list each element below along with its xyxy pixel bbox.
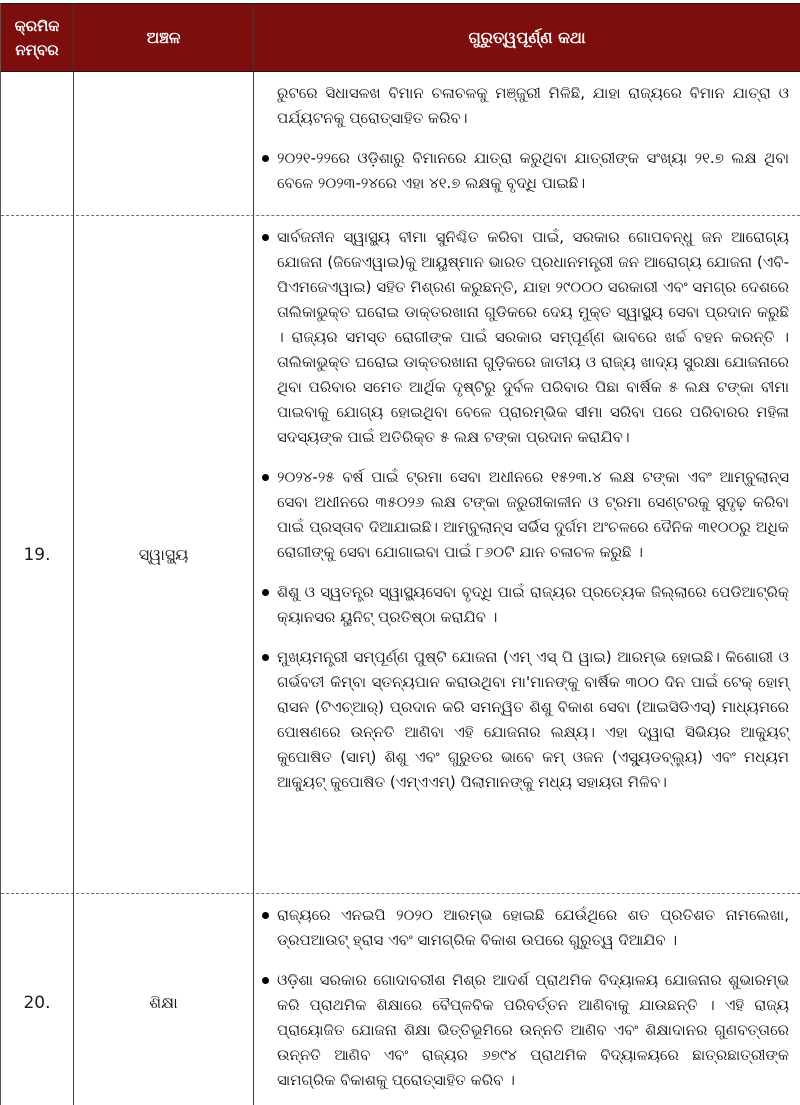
- points-cell: [254, 216, 800, 893]
- serial-cell: 20.: [1, 894, 74, 1105]
- list-item: [254, 968, 789, 1093]
- sector-cell: [74, 72, 254, 215]
- list-item: [254, 465, 789, 565]
- bullet-icon: [262, 234, 269, 241]
- serial-cell: [1, 72, 74, 215]
- list-item: [254, 903, 789, 953]
- bullet-icon: [262, 977, 269, 984]
- point-text: ୨୦୨୪-୨୫ ବର୍ଷ ପାଇଁ ଟ୍ରମା ସେବା ଅଧୀନରେ ୧୫୨୩.୪ ଲକ୍ଷ ଟଙ୍କା ଏବଂ ଆମ୍ବୁଲାନ୍ସ ସେବା ଅଧୀନରେ ୩୫୦୨୬ ଲକ୍ଷ ଟଙ୍କା ଜରୁରୀକାଳୀନ ଓ ଟ୍ରମା ସେଣ୍ଟରକୁ ସୁଦୃଢ଼ କରିବା ପାଇଁ ପ୍ରସ୍ତାବ ଦିଆଯାଇଛି। ଆମ୍ବୁଲାନ୍ସ ସର୍ଭିସ ଦୁର୍ଗମ ଅଂଚଳରେ ଦୈନିକ ୩୧୦୦ରୁ ଅଧିକ ରୋଗୀଙ୍କୁ ସେବା ଯୋଗାଇବା ପାଇଁ ୮୬୦ଟି ଯାନ ଚଳାଚଳ କରୁଛି ।: [277, 468, 789, 561]
- bullet-icon: [262, 90, 269, 97]
- table-row-20-education: [1, 894, 800, 1105]
- points-cell: [254, 894, 800, 1105]
- header-key-points: ଗୁରୁତ୍ୱପୂର୍ଣ୍ଣ କଥା: [468, 27, 586, 47]
- point-text: ଶିଶୁ ଓ ସ୍ୱତନ୍ତ୍ର ସ୍ୱାସ୍ଥ୍ୟସେବା ବୃଦ୍ଧି ପାଇଁ ରାଜ୍ୟର ପ୍ରତ୍ୟେକ ଜିଲ୍ଲାରେ ପେଡିଆଟ୍ରିକ୍ କ୍ୟାନସର ୟୁନିଟ୍ ପ୍ରତିଷ୍ଠା କରାଯିବ ।: [277, 583, 789, 626]
- point-text: ୨୦୨୧-୨୨ରେ ଓଡ଼ିଶାରୁ ବିମାନରେ ଯାତ୍ରା କରୁଥିବା ଯାତ୍ରୀଙ୍କ ସଂଖ୍ୟା ୨୧.୭ ଲକ୍ଷ ଥିବା ବେଳେ ୨୦୨୩-୨୪ରେ ଏହା ୪୧.୭ ଲକ୍ଷକୁ ବୃଦ୍ଧି ପାଇଛି।: [277, 149, 789, 192]
- point-text: ରୁଟରେ ସିଧାସଳଖ ବିମାନ ଚଳାଚଳକୁ ମଞ୍ଜୁରୀ ମିଳିଛି, ଯାହା ରାଜ୍ୟରେ ବିମାନ ଯାତ୍ରା ଓ ପର୍ଯ୍ୟଟନକୁ ପ୍ରୋତ୍ସାହିତ କରିବ।: [277, 84, 789, 127]
- bullet-icon: [262, 912, 269, 919]
- sector-cell: ସ୍ୱାସ୍ଥ୍ୟ: [74, 216, 254, 893]
- point-text: ଓଡ଼ିଶା ସରକାର ଗୋଦାବରୀଶ ମିଶ୍ର ଆଦର୍ଶ ପ୍ରାଥମିକ ବିଦ୍ୟାଳୟ ଯୋଜନାର ଶୁଭାରମ୍ଭ କରି ପ୍ରାଥମିକ ଶିକ୍ଷାରେ ବୈପ୍ଳବିକ ପରିବର୍ତ୍ତନ ଆଣିବାକୁ ଯାଉଛନ୍ତି । ଏହି ରାଜ୍ୟ ପ୍ରାୟୋଜିତ ଯୋଜନା ଶିକ୍ଷା ଭିତ୍ତିଭୂମିରେ ଉନ୍ନତି ଆଣିବ ଏବଂ ଶିକ୍ଷାଦାନର ଗୁଣବତ୍ତାରେ ଉନ୍ନତି ଆଣିବ ଏବଂ ରାଜ୍ୟର ୬୭୯୪ ପ୍ରାଥମିକ ବିଦ୍ୟାଳୟରେ ଛାତ୍ରଛାତ୍ରୀଙ୍କ ସାମଗ୍ରିକ ବିକାଶକୁ ପ୍ରୋତ୍ସାହିତ କରିବ ।: [277, 971, 789, 1089]
- list-item: [254, 146, 789, 196]
- list-item: [254, 645, 789, 795]
- budget-highlights-table: [0, 3, 800, 1105]
- table-header-row: [1, 3, 800, 72]
- point-text: ରାଜ୍ୟରେ ଏନଇପି ୨୦୨୦ ଆରମ୍ଭ ହୋଇଛି ଯେଉଁଥିରେ ଶତ ପ୍ରତିଶତ ନାମଲେଖା, ଡ୍ରପଆଉଟ୍ ହ୍ରାସ ଏବଂ ସାମଗ୍ରିକ ବିକାଶ ଉପରେ ଗୁରୁତ୍ୱ ଦିଆଯିବ ।: [277, 906, 789, 949]
- bullet-icon: [262, 155, 269, 162]
- list-item: [254, 81, 789, 131]
- bullet-icon: [262, 589, 269, 596]
- header-sector: ଅଞ୍ଚଳ: [74, 4, 254, 71]
- sector-cell: ଶିକ୍ଷା: [74, 894, 254, 1105]
- header-serial-number: କ୍ରମିକ ନମ୍ବର: [1, 4, 74, 71]
- point-text: ସାର୍ବଜନୀନ ସ୍ୱାସ୍ଥ୍ୟ ବୀମା ସୁନିଶ୍ଚିତ କରିବା ପାଇଁ, ସରକାର ଗୋପବନ୍ଧୁ ଜନ ଆରୋଗ୍ୟ ଯୋଜନା (ଜିଜେଏୱାଇ)କୁ ଆୟୁଷ୍ମାନ ଭାରତ ପ୍ରଧାନମନ୍ତ୍ରୀ ଜନ ଆରୋଗ୍ୟ ଯୋଜନା (ଏବି-ପିଏମଜେଏୱାଇ) ସହିତ ମିଶ୍ରଣ କରୁଛନ୍ତି, ଯାହା ୨୯୦୦୦ ସରକାରୀ ଏବଂ ସମଗ୍ର ଦେଶରେ ତାଲିକାଭୁକ୍ତ ଘରୋଇ ଡାକ୍ତରଖାନା ଗୁଡିକରେ ଦେୟ ମୁକ୍ତ ସ୍ୱାସ୍ଥ୍ୟ ସେବା ପ୍ରଦାନ କରୁଛି । ରାଜ୍ୟର ସମସ୍ତ ରୋଗୀଙ୍କ ପାଇଁ ସରକାର ସମ୍ପୂର୍ଣ୍ଣ ଭାବରେ ଖର୍ଚ୍ଚ ବହନ କରନ୍ତି । ତାଲିକାଭୁକ୍ତ ଘରୋଇ ଡାକ୍ତରଖାନା ଗୁଡ଼ିକରେ ଜାତୀୟ ଓ ରାଜ୍ୟ ଖାଦ୍ୟ ସୁରକ୍ଷା ଯୋଜନାରେ ଥିବା ପରିବାର ସମେତ ଆର୍ଥିକ ଦୃଷ୍ଟିରୁ ଦୁର୍ବଳ ପରିବାର ପିଛା ବାର୍ଷିକ ୫ ଲକ୍ଷ ଟଙ୍କା ବୀମା ପାଇବାକୁ ଯୋଗ୍ୟ ହୋଇଥିବା ବେଳେ ପ୍ରାରମ୍ଭିକ ସୀମା ସରିବା ପରେ ପରିବାରର ମହିଳା ସଦସ୍ୟଙ୍କ ପାଇଁ ଅତିରିକ୍ତ ୫ ଲକ୍ଷ ଟଙ୍କା ପ୍ରଦାନ କରାଯିବ।: [277, 228, 789, 446]
- table-row-19-health: [1, 216, 800, 894]
- list-item: [254, 580, 789, 630]
- list-item: [254, 225, 789, 450]
- bullet-icon: [262, 474, 269, 481]
- point-text: ମୁଖ୍ୟମନ୍ତ୍ରୀ ସମ୍ପୂର୍ଣ୍ଣ ପୁଷ୍ଟି ଯୋଜନା (ଏମ୍ ଏସ୍ ପି ୱାଇ) ଆରମ୍ଭ ହୋଇଛି। କିଶୋରୀ ଓ ଗର୍ଭବତୀ କିମ୍ବା ସ୍ତନ୍ୟପାନ କରାଉଥିବା ମା'ମାନଙ୍କୁ ବାର୍ଷିକ ୩୦୦ ଦିନ ପାଇଁ ଟେକ୍ ହୋମ୍ ରାସନ (ଟିଏଚ୍ଆର୍) ପ୍ରଦାନ କରି ସମନ୍ୱିତ ଶିଶୁ ବିକାଶ ସେବା (ଆଇସିଡିଏସ୍) ମାଧ୍ୟମରେ ପୋଷଣରେ ଉନ୍ନତି ଆଣିବା ଏହି ଯୋଜନାର ଲକ୍ଷ୍ୟ। ଏହା ଦ୍ୱାରା ସିଭିୟର ଆକ୍ୟୁଟ୍ କୁପୋଷିତ (ସାମ୍) ଶିଶୁ ଏବଂ ଗୁରୁତର ଭାବେ କମ୍ ଓଜନ (ଏସ୍ୟୁଡବ୍ଲ୍ୟୁ) ଏବଂ ମଧ୍ୟମ ଆକ୍ୟୁଟ୍ କୁପୋଷିତ (ଏମ୍ଏଏମ୍) ପିଲାମାନଙ୍କୁ ମଧ୍ୟ ସହାୟତା ମିଳିବ।: [277, 648, 789, 791]
- table-row-continuation: [1, 72, 800, 216]
- points-cell: [254, 72, 800, 215]
- bullet-icon: [262, 654, 269, 661]
- serial-cell: 19.: [1, 216, 74, 893]
